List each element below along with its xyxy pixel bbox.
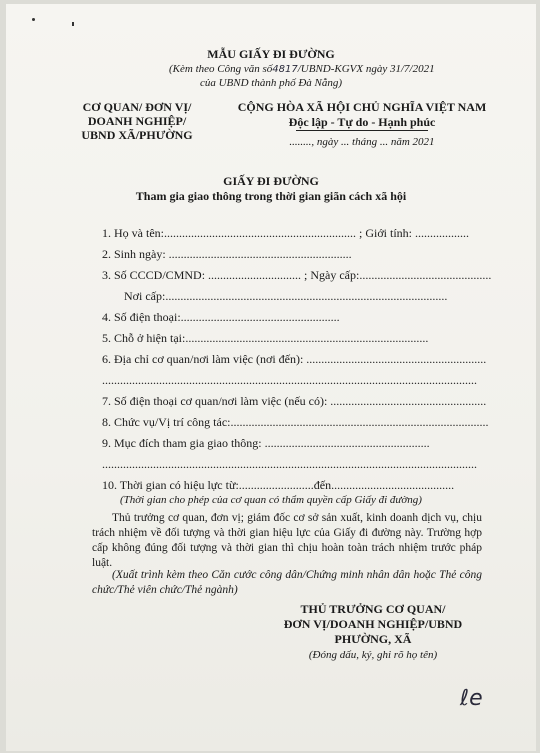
field-travel-purpose-continued: ............................................................................................................................. bbox=[102, 457, 477, 471]
field-work-phone: 7. Số điện thoại cơ quan/nơi làm việc (nếu có): .................................................... bbox=[102, 394, 487, 408]
signer-line: PHƯỜNG, XÃ bbox=[334, 632, 412, 646]
document-page bbox=[6, 4, 536, 751]
validity-note: (Thời gian cho phép của cơ quan có thẩm quyền cấp Giấy đi đường) bbox=[120, 494, 422, 506]
handwritten-initial: ℓe bbox=[460, 686, 483, 711]
agency-header-line: UBND XÃ/PHƯỜNG bbox=[81, 128, 193, 142]
signer-note: (Đóng dấu, ký, ghi rõ họ tên) bbox=[308, 649, 438, 661]
date-line: ........, ngày ... tháng ... năm 2021 bbox=[289, 136, 435, 148]
field-full-name: 1. Họ và tên:................................................................ ; Giới tính: .................. bbox=[102, 226, 470, 240]
reference-suffix: /UBND-KGVX ngày 31/7/2021 bbox=[297, 63, 435, 75]
paper-speck bbox=[72, 22, 74, 26]
field-work-address: 6. Địa chỉ cơ quan/nơi làm việc (nơi đến): ............................................................ bbox=[102, 352, 487, 366]
responsibility-paragraph: Thủ trưởng cơ quan, đơn vị; giám đốc cơ sở sản xuất, kinh doanh dịch vụ, chịu trách nhiệm về đối tượng và thời gian hiệu lực của Giấy đi đường này. Trường hợp cấp không đúng đối tượng và thời gian thì chịu hoàn toàn trách nhiệm trước pháp luật. bbox=[92, 512, 482, 569]
field-phone: 4. Số điện thoại:..................................................... bbox=[102, 310, 340, 324]
presentation-note: (Xuất trình kèm theo Căn cước công dân/Chứng minh nhân dân hoặc Thẻ công chức/Thẻ viên chức/Thẻ ngành) bbox=[92, 569, 482, 596]
national-title: CỘNG HÒA XÃ HỘI CHỦ NGHĨA VIỆT NAM bbox=[237, 100, 487, 114]
field-position: 8. Chức vụ/Vị trí công tác:...................................................................................... bbox=[102, 415, 489, 429]
national-motto: Độc lập - Tự do - Hạnh phúc bbox=[288, 115, 436, 129]
paper-speck bbox=[32, 18, 35, 21]
signer-block bbox=[268, 602, 478, 647]
field-birth-date: 2. Sinh ngày: ............................................................. bbox=[102, 247, 352, 261]
field-work-address-continued: ............................................................................................................................. bbox=[102, 373, 477, 387]
document-subtitle: Tham gia giao thông trong thời gian giãn cách xã hội bbox=[135, 189, 407, 203]
form-title: MẪU GIẤY ĐI ĐƯỜNG bbox=[207, 47, 335, 61]
motto-underline bbox=[296, 130, 428, 131]
agency-header-line: CƠ QUAN/ ĐƠN VỊ/ bbox=[82, 100, 192, 114]
field-id-number: 3. Số CCCD/CMND: ............................... ; Ngày cấp:............................................ bbox=[102, 268, 492, 282]
reference-number: 4817 bbox=[272, 64, 298, 75]
reference-line-2: của UBND thành phố Đà Nẵng) bbox=[199, 77, 343, 89]
agency-header-line: DOANH NGHIỆP/ bbox=[87, 114, 187, 128]
signer-line: THỦ TRƯỞNG CƠ QUAN/ bbox=[300, 602, 446, 616]
document-title: GIẤY ĐI ĐƯỜNG bbox=[223, 174, 319, 188]
signer-line: ĐƠN VỊ/DOANH NGHIỆP/UBND bbox=[283, 617, 463, 631]
field-residence: 5. Chỗ ở hiện tại:................................................................................. bbox=[102, 331, 429, 345]
field-issue-place: Nơi cấp:.............................................................................................. bbox=[124, 289, 448, 303]
field-validity-period: 10. Thời gian có hiệu lực từ:.........................đến......................................... bbox=[102, 478, 455, 492]
agency-header bbox=[70, 100, 204, 142]
reference-prefix: (Kèm theo Công văn số bbox=[169, 63, 273, 75]
reference-line bbox=[169, 63, 435, 75]
field-travel-purpose: 9. Mục đích tham gia giao thông: ....................................................... bbox=[102, 436, 430, 450]
